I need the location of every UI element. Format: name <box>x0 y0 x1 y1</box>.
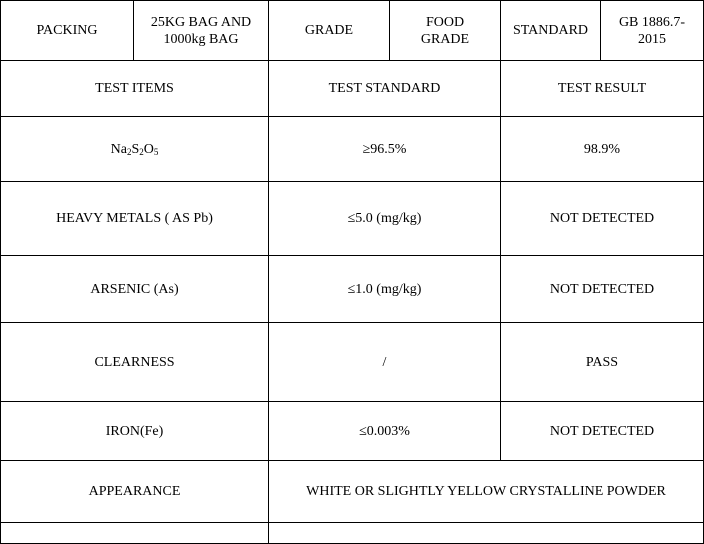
column-header-test-result: TEST RESULT <box>501 61 704 117</box>
test-item-cell: ARSENIC (As) <box>1 256 269 323</box>
appearance-value: WHITE OR SLIGHTLY YELLOW CRYSTALLINE POWDER <box>269 461 704 523</box>
packing-value <box>134 1 269 61</box>
standard-value <box>601 1 704 61</box>
appearance-label: APPEARANCE <box>1 461 269 523</box>
grade-value-line2: GRADE <box>420 31 470 47</box>
test-standard-cell: / <box>269 323 501 402</box>
standard-value-line2: 2015 <box>638 31 666 47</box>
grade-value <box>390 1 501 61</box>
column-header-test-standard: TEST STANDARD <box>269 61 501 117</box>
test-standard-cell: ≤1.0 (mg/kg) <box>269 256 501 323</box>
test-item-cell <box>1 117 269 182</box>
table-row <box>1 323 704 402</box>
column-header-row <box>1 61 704 117</box>
standard-label: STANDARD <box>501 1 601 61</box>
standard-value-line1: GB 1886.7- <box>618 14 686 30</box>
test-standard-cell: ≤0.003% <box>269 402 501 461</box>
table-row <box>1 523 704 544</box>
empty-cell <box>269 523 704 544</box>
test-result-cell: PASS <box>501 323 704 402</box>
grade-label: GRADE <box>269 1 390 61</box>
table-row <box>1 182 704 256</box>
table-row <box>1 402 704 461</box>
chemical-formula: $Na_2S_2O_5$ <box>110 141 159 157</box>
column-header-test-items: TEST ITEMS <box>1 61 269 117</box>
test-item-cell: CLEARNESS <box>1 323 269 402</box>
packing-value-line2: 1000kg BAG <box>163 31 239 47</box>
test-result-cell: NOT DETECTED <box>501 256 704 323</box>
test-result-cell: 98.9% <box>501 117 704 182</box>
test-standard-cell: ≥96.5% <box>269 117 501 182</box>
grade-value-line1: FOOD <box>425 14 465 30</box>
test-standard-cell: ≤5.0 (mg/kg) <box>269 182 501 256</box>
test-item-cell: IRON(Fe) <box>1 402 269 461</box>
test-result-cell: NOT DETECTED <box>501 182 704 256</box>
header-row <box>1 1 704 61</box>
packing-value-line1: 25KG BAG AND <box>150 14 252 30</box>
empty-cell <box>1 523 269 544</box>
appearance-row <box>1 461 704 523</box>
table-row <box>1 256 704 323</box>
test-result-cell: NOT DETECTED <box>501 402 704 461</box>
table-row <box>1 117 704 182</box>
test-item-cell: HEAVY METALS ( AS Pb) <box>1 182 269 256</box>
packing-label: PACKING <box>1 1 134 61</box>
